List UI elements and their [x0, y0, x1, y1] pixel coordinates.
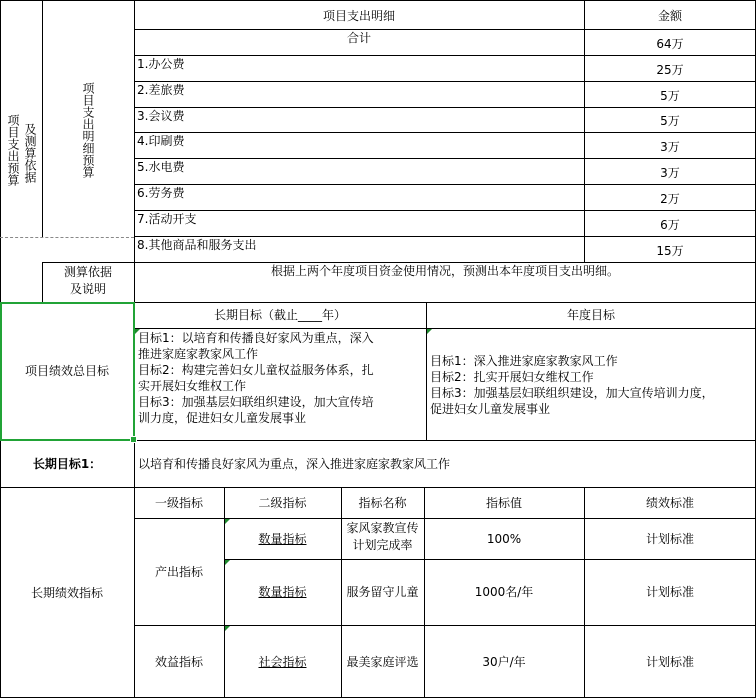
table-row-level2: 数量指标 — [258, 531, 307, 546]
long-goal-1-text: 以培育和传播良好家风为重点，深入推进家庭家教家风工作 — [138, 456, 451, 471]
table-row-name: 服务留守儿童 — [346, 585, 419, 599]
col-header-standard: 绩效标准 — [645, 495, 694, 510]
budget-item-amount: 3万 — [660, 166, 680, 180]
table-row-name: 家风家教宣传 计划完成率 — [346, 521, 419, 552]
table-row-value: 100% — [486, 531, 522, 546]
table-row-standard: 计划标准 — [645, 654, 694, 669]
level1-output: 产出指标 — [154, 564, 203, 579]
header-item: 项目支出明细 — [322, 8, 395, 23]
budget-section-label: 项目支出预算 — [6, 114, 20, 186]
detail-budget-label: 项目支出明细预算 — [81, 82, 95, 178]
budget-item-name: 1.办公费 — [137, 57, 185, 71]
total-value: 64万 — [656, 37, 684, 51]
budget-item-amount: 6万 — [660, 218, 680, 232]
budget-item-name: 3.会议费 — [137, 109, 185, 123]
budget-item-name: 7.活动开支 — [137, 212, 197, 226]
budget-item-amount: 15万 — [656, 244, 684, 258]
budget-item-amount: 5万 — [660, 114, 680, 128]
col-header-name: 指标名称 — [358, 495, 407, 510]
budget-item-name: 6.劳务费 — [137, 186, 185, 200]
level1-benefit: 效益指标 — [154, 654, 203, 669]
budget-item-name: 4.印刷费 — [137, 134, 185, 148]
comment-marker — [427, 329, 432, 334]
budget-item-amount: 3万 — [660, 140, 680, 154]
performance-goal-label[interactable]: 项目绩效总目标 — [24, 364, 109, 378]
long-term-goal-header: 长期目标（截止____年） — [213, 308, 346, 322]
budget-item-amount: 5万 — [660, 89, 680, 103]
table-row-value: 1000名/年 — [474, 585, 534, 599]
col-header-level1: 一级指标 — [154, 495, 203, 510]
table-row-level2: 社会指标 — [258, 654, 307, 669]
table-row-value: 30户/年 — [482, 654, 526, 669]
long-term-goal-text: 目标1：以培育和传播良好家风为重点，深入 推进家庭家教家风工作 目标2：构建完善妇女儿童权益服务体系，扎 实开展妇女维权工作 目标3：加强基层妇联组织建设，加大宣传培 训力度，促进妇女儿童发展事业 — [138, 331, 374, 425]
cell-selection-outline — [0, 302, 135, 441]
long-term-indicators-label: 长期绩效指标 — [30, 585, 103, 600]
col-header-value: 指标值 — [485, 495, 522, 510]
budget-item-name: 5.水电费 — [137, 160, 185, 174]
header-amount: 金额 — [657, 8, 682, 23]
table-row-level2: 数量指标 — [258, 585, 307, 599]
annual-goal-header: 年度目标 — [566, 308, 615, 322]
table-row-standard: 计划标准 — [645, 531, 694, 546]
budget-item-name: 8.其他商品和服务支出 — [137, 238, 257, 252]
basis-label: 测算依据 及说明 — [63, 265, 112, 296]
long-goal-1-label: 长期目标1： — [32, 456, 102, 471]
col-header-level2: 二级指标 — [258, 495, 307, 510]
budget-item-amount: 2万 — [660, 192, 680, 206]
budget-item-amount: 25万 — [656, 63, 684, 77]
annual-goal-text: 目标1：深入推进家庭家教家风工作 目标2：扎实开展妇女维权工作 目标3：加强基层妇联组织建设，加大宣传培训力度， 促进妇女儿童发展事业 — [430, 354, 714, 416]
table-row-name: 最美家庭评选 — [346, 654, 419, 669]
budget-basis-sub-label: 及测算依据 — [23, 122, 37, 183]
table-row-standard: 计划标准 — [645, 585, 694, 599]
budget-item-name: 2.差旅费 — [137, 83, 185, 97]
total-label: 合计 — [346, 31, 371, 45]
basis-text: 根据上两个年度项目资金使用情况，预测出本年度项目支出明细。 — [270, 264, 619, 278]
